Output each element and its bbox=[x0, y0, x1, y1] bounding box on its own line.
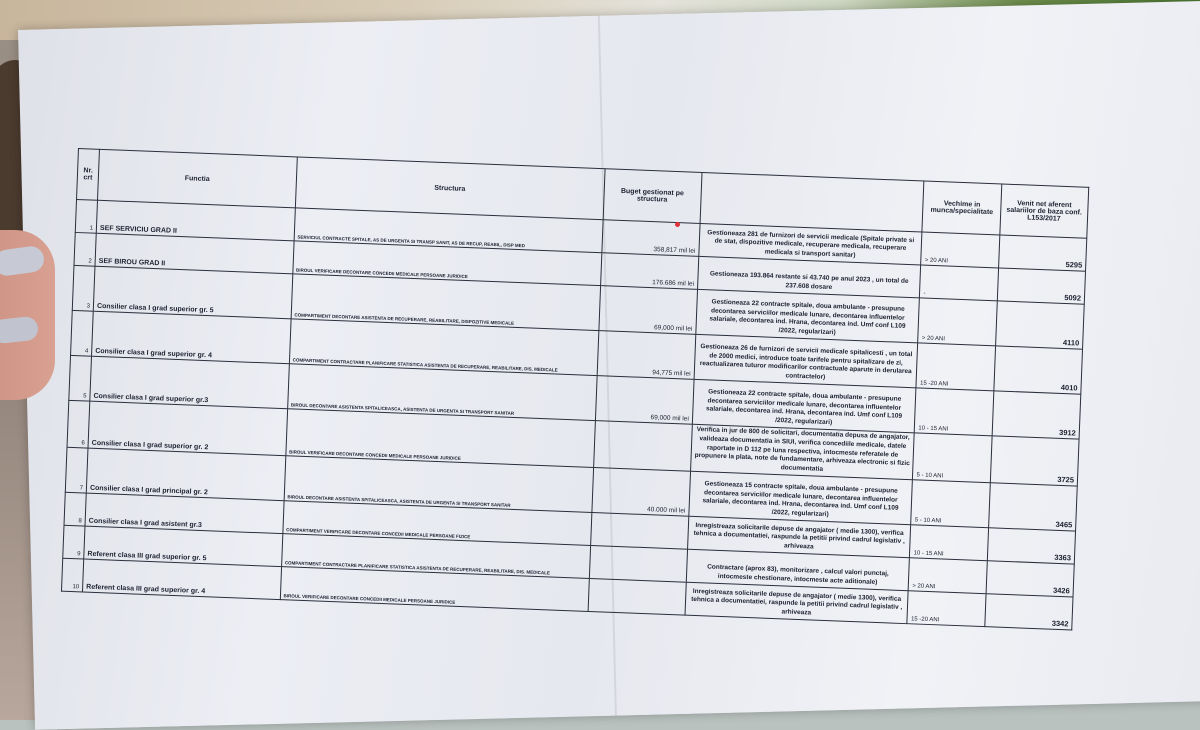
cell-structura: COMPARTIMENT CONTRACTARE PLANIFICARE STATISTICA ASISTENTA DE RECUPERARE, REABILITARE, DIS. MEDICALE bbox=[289, 319, 598, 376]
cell-structura: BIROUL VERIFICARE DECONTARE CONCEDII MEDICALE PERSOANE JURIDICE bbox=[285, 409, 594, 468]
cell-descriere: Inregistreaza solicitarile depuse de angajator ( medie 1300), verifica tehnica a documentatiei, raspunde la petitii privind cadrul legislativ , arhiveaza bbox=[687, 516, 911, 558]
cell-venit: 4010 bbox=[994, 346, 1083, 394]
cell-buget: 176.686 mil lei bbox=[600, 253, 698, 290]
cell-buget bbox=[593, 421, 692, 472]
cell-buget: 69,000 mil lei bbox=[598, 286, 697, 335]
cell-functia: SEF BIROU GRAD II bbox=[95, 233, 294, 274]
cell-nr: 5 bbox=[69, 355, 92, 401]
header-venit: Venit net aferent salariilor de baza conf. L153/2017 bbox=[1000, 184, 1089, 238]
cell-vechime: 10 - 15 ANI bbox=[915, 388, 994, 436]
cell-venit: 4110 bbox=[995, 301, 1084, 349]
cell-vechime: 10 - 15 ANI bbox=[910, 525, 988, 561]
header-vechime: Vechime in munca/specialitate bbox=[922, 181, 1001, 235]
cell-descriere: Gestioneaza 22 contracte spitale, doua ambulante - presupune decontarea serviciilor medicale lunare, decontarea influentelor salariale, decontarea ind. Hrana, decontarea ind. Umf conf L109 /2022, regularizari) bbox=[696, 289, 920, 343]
cell-structura: BIROUL DECONTARE ASISTENTA SPITALICEASCA, ASISTENTA DE URGENTA SI TRANSPORT SANITAR bbox=[287, 364, 596, 421]
cell-functia: Consilier clasa I grad superior gr. 2 bbox=[88, 401, 287, 455]
cell-buget bbox=[589, 545, 687, 582]
cell-structura: SERVICIUL CONTRACTE SPITALE, AS DE URGENTA SI TRANSP SANIT, AS DE RECUP, REABIL, DISP MED bbox=[294, 208, 603, 253]
header-descriere bbox=[700, 172, 924, 232]
cell-nr: 6 bbox=[67, 400, 90, 448]
cell-nr: 2 bbox=[74, 232, 96, 266]
cell-vechime: 15 -20 ANI bbox=[916, 343, 995, 391]
cell-descriere: Inregistreaza solicitarile depuse de angajator ( medie 1300), verifica tehnica a documentatiei, raspunde la petitii privind cadrul legislativ , arhiveaza bbox=[685, 582, 909, 624]
cell-venit: 3363 bbox=[987, 528, 1075, 564]
cell-structura: BIROUL DECONTARE ASISTENTA SPITALICEASCA, ASISTENTA DE URGENTA SI TRANSPORT SANITAR bbox=[284, 456, 593, 513]
cell-buget: 94,775 mil lei bbox=[597, 331, 696, 380]
cell-descriere: Gestioneaza 22 contracte spitale, doua ambulante - presupune decontarea serviciilor medicale lunare, decontarea influentelor salariale, decontarea ind. Hrana, decontarea ind. Umf conf L109 /2022, regularizari) bbox=[692, 379, 916, 433]
cell-descriere: Verifica in jur de 800 de solicitari, documentatia depusa de angajator, valideaza documentatia in SIUI, verifica concediile medicale, datele raportate in D 112 pe luna respectiva, intocmeste referatele de propunere la plata, note de fundamentare, arhiveaza electronic si fizic documentatia bbox=[690, 424, 914, 479]
cell-venit: 3342 bbox=[985, 594, 1073, 630]
cell-buget: 40.000 mil lei bbox=[591, 467, 690, 516]
header-structura: Structura bbox=[295, 157, 605, 220]
cell-venit: 3912 bbox=[992, 391, 1081, 439]
cell-vechime: > 20 ANI bbox=[918, 298, 997, 346]
cell-structura: BIROUL VERIFICARE DECONTARE CONCEDII MEDICALE PERSOANE JURIDICE bbox=[292, 241, 601, 286]
cell-functia: Referent clasa III grad superior gr. 4 bbox=[83, 559, 282, 600]
cell-descriere: Gestioneaza 281 de furnizori de servicii medicale (Spitale private si de stat, dispozitive medicale, recuperare medicala, recuperare medicala si transport sanitar) bbox=[699, 223, 923, 265]
cell-functia: Consilier clasa I grad superior gr. 4 bbox=[92, 311, 291, 364]
cell-structura: COMPARTIMENT DECONTARE ASISTENTA DE RECUPERARE, REABILITARE, DISPOZITIVE MEDICALE bbox=[291, 274, 600, 331]
header-buget: Buget gestionat pe structura bbox=[603, 169, 702, 224]
cell-functia: Consilier clasa I grad superior gr.3 bbox=[90, 356, 289, 409]
cell-structura: COMPARTIMENT CONTRACTARE PLANIFICARE STATISTICA ASISTENTA DE RECUPERARE, REABILITARE, DIS. MEDICALE bbox=[281, 533, 590, 578]
cell-vechime: - bbox=[920, 265, 998, 301]
cell-structura: BIROUL VERIFICARE DECONTARE CONCEDII MEDICALE PERSOANE JURIDICE bbox=[280, 566, 589, 611]
cell-venit: 3426 bbox=[986, 561, 1074, 597]
salary-table bbox=[61, 148, 1089, 630]
cell-structura: COMPARTIMENT VERIFICARE DECONTARE CONCEDII MEDICALE PERSOANE FIZICE bbox=[282, 500, 591, 545]
cell-vechime: > 20 ANI bbox=[909, 558, 987, 594]
cell-venit: 3725 bbox=[990, 436, 1079, 486]
cell-functia: SEF SERVICIU GRAD II bbox=[96, 200, 295, 241]
cell-vechime: > 20 ANI bbox=[921, 232, 999, 268]
cell-nr: 1 bbox=[75, 199, 97, 233]
cell-vechime: 5 - 10 ANI bbox=[913, 433, 992, 483]
cell-buget bbox=[590, 512, 688, 549]
cell-functia: Consilier clasa I grad principal gr. 2 bbox=[86, 448, 285, 501]
cell-nr: 8 bbox=[64, 492, 86, 526]
cell-buget: 69,000 mil lei bbox=[595, 376, 694, 425]
cell-vechime: 5 - 10 ANI bbox=[911, 480, 990, 528]
cell-buget: 358,817 mil lei bbox=[601, 220, 699, 257]
cell-buget bbox=[588, 578, 686, 615]
cell-nr: 3 bbox=[72, 265, 95, 311]
cell-nr: 9 bbox=[63, 525, 85, 559]
cell-venit: 5295 bbox=[998, 235, 1086, 271]
header-nr: Nr. crt bbox=[77, 149, 100, 201]
cell-descriere: Contractare (aprox 83), monitorizare , calcul valori punctaj, intocmeste chestionare, intocmeste acte aditionale) bbox=[686, 549, 910, 591]
cell-venit: 5092 bbox=[997, 268, 1085, 304]
cell-nr: 7 bbox=[65, 447, 88, 493]
cell-descriere: Gestioneaza 26 de furnizori de servicii medicale spitalicesti , un total de 2000 medici, introduce toate tarifele pentru spitalizare de zi, reactualizarea tuturor modificarilor contractuale aparute in derularea contractelor) bbox=[694, 334, 918, 388]
red-ink-dot bbox=[675, 222, 680, 227]
cell-functia: Consilier clasa I grad superior gr. 5 bbox=[93, 266, 292, 319]
cell-descriere: Gestioneaza 15 contracte spitale, doua ambulante - presupune decontarea serviciilor medicale lunare, decontarea influentelor salariale, decontarea ind. Hrana, decontarea ind. Umf conf L109 /2022, regularizari) bbox=[689, 471, 913, 525]
header-functia: Functia bbox=[98, 149, 297, 208]
cell-venit: 3465 bbox=[988, 483, 1077, 531]
cell-nr: 10 bbox=[61, 558, 83, 592]
cell-descriere: Gestioneaza 193.864 restante si 43.740 pe anul 2023 , un total de 237.608 dosare bbox=[697, 256, 921, 298]
cell-functia: Consilier clasa I grad asistent gr.3 bbox=[85, 493, 284, 534]
cell-vechime: 15 -20 ANI bbox=[907, 591, 985, 627]
cell-functia: Referent clasa III grad superior gr. 5 bbox=[84, 526, 283, 567]
cell-nr: 4 bbox=[71, 310, 94, 356]
